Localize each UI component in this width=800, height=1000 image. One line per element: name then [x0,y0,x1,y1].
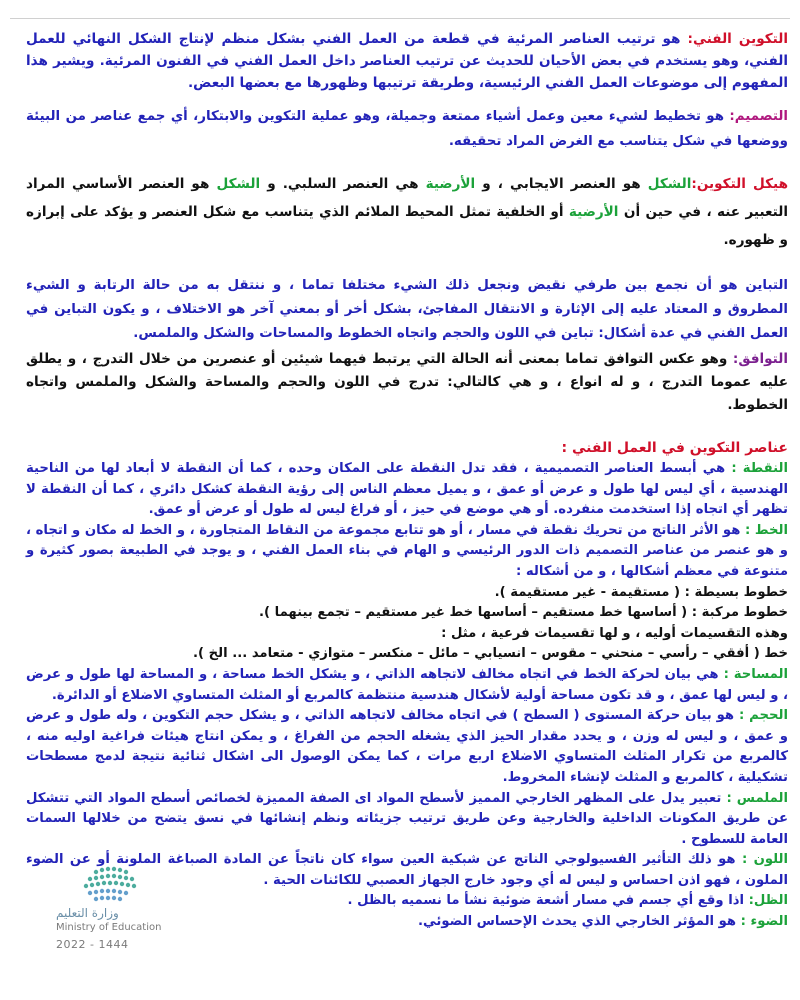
term-ground-2: الأرضية [568,204,619,220]
paragraph-area [26,665,788,706]
line-divisions: وهذه التقسيمات أوليه ، و لها تقسيمات فرعية ، مثل : [441,625,788,641]
paragraph-contrast [26,274,788,346]
text-line: هو الأثر الناتج من تحريك نقطة في مسار ، أو هو تتابع مجموعة من النقاط المتجاورة ، و الخط له مكان و اتجاه ، و هو عنصر من عناصر التصميم ذات الدور الرئيسي و الهام في بناء العمل الفني ، و يوجد في الطبيعة بصور كثيرة و متنوعة في معظم أشكالها ، و من أشكاله : [26,522,788,579]
text-point: هي أبسط العناصر التصميمية ، فقد تدل النقطة على المكان وحده ، كما أن النقطة لا أبعاد لها من الناحية الهندسية ، أي ليس لها طول و عرض أو عمق ، و يميل معظم الناس إلى رؤية النقطة كشكل دائري ، كما أن النقطة لا تظهر أي اتجاه إذا استخدمت منفرده. أو هي موضع في حيز ، أو فراغ ليس له طول أو عرض أو عمق. [26,461,788,518]
term-shape-1: الشكل [647,176,692,192]
text-structure-1: هو العنصر الايجابي ، و [475,176,648,192]
term-harmony: التوافق: [732,351,788,367]
term-ground-1: الأرضية [425,176,476,192]
logo-year-text: 2022 - 1444 [56,938,129,951]
line-simple-lines: خطوط بسيطة : ( مستقيمة - غير مستقيمة ). [494,584,788,600]
term-color: اللون : [741,852,789,868]
term-area: المساحة : [723,666,788,682]
term-volume: الحجم : [738,708,788,724]
paragraph-texture [26,789,788,851]
paragraph-harmony [26,348,788,417]
logo-english-text: Ministry of Education [56,922,162,933]
paragraph-color [26,850,788,891]
text-volume: هو بيان حركة المستوى ( السطح ) في اتجاه مخالف لاتجاهه الذاتي ، و يشكل حجم التكوين ، وله طول و عرض و عمق ، و ليس له وزن ، و يحدد مقدار الحيز الذي يشغله الحجم من الفراغ ، و يمكن انتاج هيئات فراغية اوليه منه ، كالمربع من تكرار المثلث المتساوي الاضلاع اربع مرات ، كما يمكن الوصول الى اشكال ثنائية نتيجة لدمج مسطحات تشكيلية ، كالمربع و المثلث لإنشاء المخروط. [26,708,788,785]
text-shadow: اذا وقع أي جسم في مسار أشعة ضوئية نشأ ما نسميه بالظل . [347,893,749,909]
term-shadow: الظل: [748,893,788,909]
paragraph-volume [26,706,788,788]
text-area: هي بيان لحركة الخط في اتجاه مخالف لاتجاهه الذاتي ، و يشكل الخط مساحة ، و المساحة لها طول و عرض ، و ليس لها عمق ، و قد تكون مساحة أولية لأشكال هندسية منتظمة كالمربع أو المثلث المتساوي الاضلاع أو الدائرة. [26,666,788,703]
text-contrast: التباين هو أن نجمع بين طرفي نقيض ونجعل ذلك الشيء مختلفا تماما ، و ننتقل به من حالة الرتابة و الشيء المطروق و المعتاد عليه إلى الإثارة و الانتقال المفاجئ، بشكل أخر أو بمعني آخر هو الاختلاف ، و يكون التباين في العمل الفني في عدة أشكال: تباين في اللون والحجم واتجاه الخطوط والمساحات والشكل والملمس. [26,278,788,341]
paragraph-artistic-composition [26,28,788,94]
text-structure-3: هو العنصر الأساسي المراد التعبير عنه ، في حين أن [26,176,788,220]
line-line-types: خط ( أفقي – رأسي – منحني – مقوس – انسيابي – مائل – منكسر – متوازي - متعامد ... الخ ). [193,646,788,662]
paragraph-light [26,912,788,933]
term-design: التصميم: [729,109,788,124]
text-artistic-composition: هو ترتيب العناصر المرئية في قطعة من العمل الفني بشكل منظم لإنتاج الشكل النهائي للعمل الفني، وهو يستخدم في بعض الأحيان للحديث عن ترتيب العناصر داخل العمل الفني في الفنون المرئية. ويشير هذا المفهوم إلى موضوعات العمل الفني الرئيسية، وطريقة ترتيبها وظهورها مع بعضها البعض. [26,31,788,91]
text-light: هو المؤثر الخارجي الذي يحدث الإحساس الضوئي. [418,914,741,930]
paragraph-composition-structure [26,170,788,254]
text-structure-2: هي العنصر السلبي. و [260,176,426,192]
line-compound-lines: خطوط مركبة : ( أساسها خط مستقيم – أساسها خط غير مستقيم – تجمع بينهما ). [259,605,788,621]
term-texture: الملمس : [726,790,788,806]
term-shape-2: الشكل [216,176,261,192]
term-point: النقطة : [731,461,788,476]
term-artistic-composition: التكوين الفني: [687,31,788,47]
term-line: الخط : [744,522,788,538]
paragraph-point [26,459,788,521]
term-light: الضوء : [740,914,788,930]
paragraph-line [26,521,788,583]
text-harmony: وهو عكس التوافق تماما بمعنى أنه الحالة التي يرتبط فيهما شيئين أو عنصرين من خلال التدرج ، و يطلق عليه عموما التدرج ، و له انواع ، و هي كالتالي: تدرج في اللون والحجم والمساحة والشكل والملمس واتجاه الخطوط. [26,351,788,413]
text-structure-4: أو الخلفية تمثل المحيط الملائم الذي يتناسب مع شكل العنصر و يؤكد على إبرازه و ظهوره. [26,204,788,248]
text-texture: تعبير يدل على المظهر الخارجي المميز لأسطح المواد اى الصفة المميزة لخصائص أسطح المواد التي تتشكل عن طريق المكونات الداخلية والخارجية وعن طريق ترتيب جزيئاته ونظم إنشائها في نسق يتضح من خلالها السمات العامة للسطوح . [26,790,788,847]
paragraph-shadow [26,891,788,912]
logo-arabic-text: وزارة التعليم [56,906,119,920]
text-color: هو ذلك التأثير الفسيولوجي الناتج عن شبكية العين سواء كان ناتجاً عن المادة الصباغة الملونة أو عن الضوء الملون ، فهو اذن احساس و ليس له أي وجود خارج الجهاز العصبي للكائنات الحية . [26,852,788,888]
text-design: هو تخطيط لشيء معين وعمل أشياء ممتعة وجميلة، وهو عملية التكوين والابتكار، أي جمع عناصر من البيئة ووضعها في شكل يتناسب مع الغرض المراد تحقيقه. [26,109,788,149]
paragraph-design [26,104,788,154]
term-composition-structure: هيكل التكوين: [691,176,789,192]
heading-composition-elements: عناصر التكوين في العمل الفني : [561,440,788,456]
